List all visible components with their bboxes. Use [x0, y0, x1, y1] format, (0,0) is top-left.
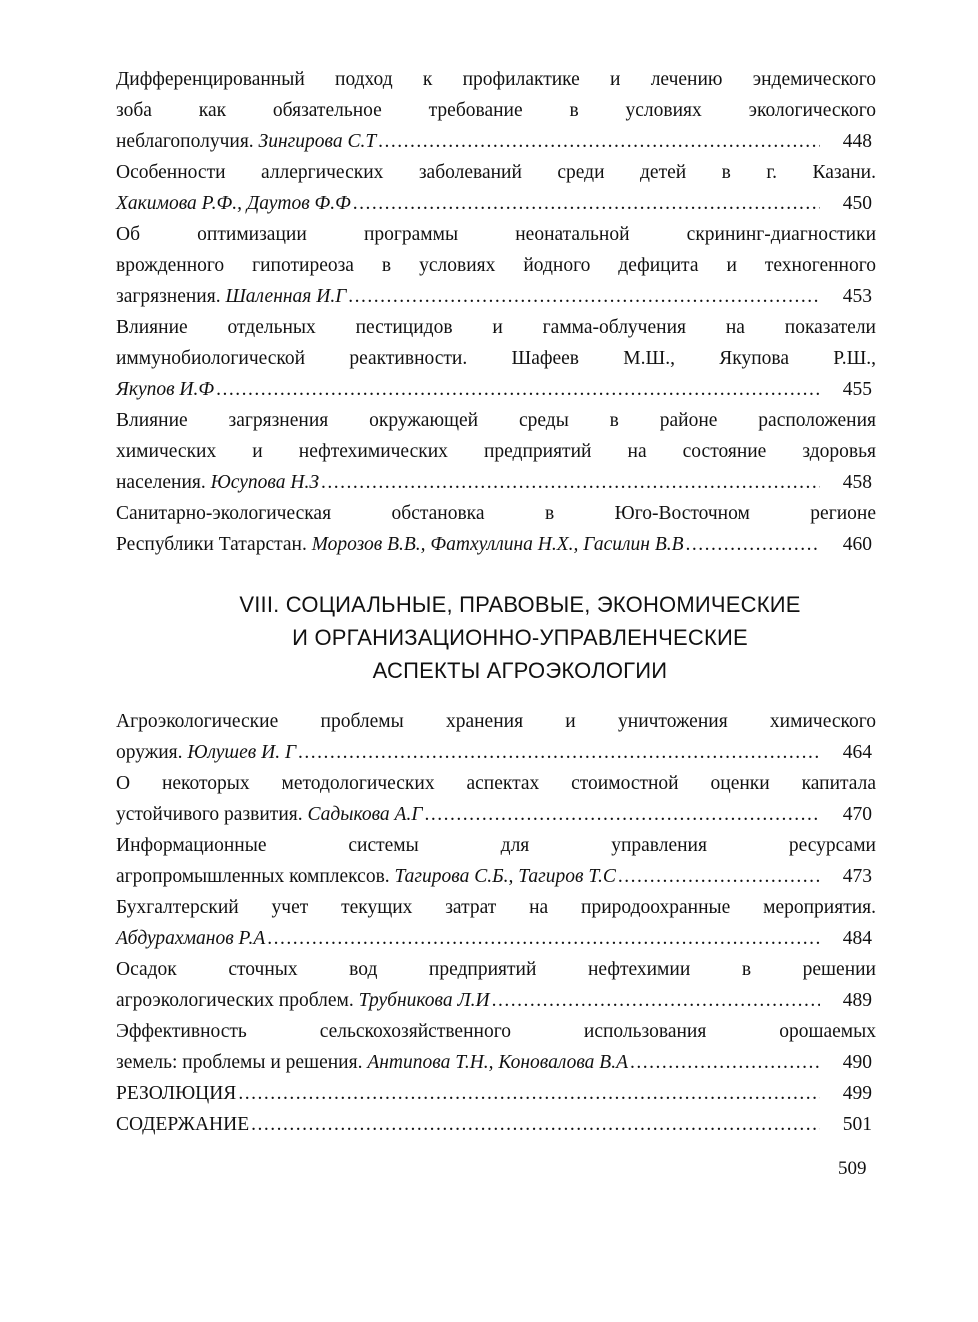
toc-entry-last-line	[116, 188, 876, 219]
section-heading-line-1: VIII. СОЦИАЛЬНЫЕ, ПРАВОВЫЕ, ЭКОНОМИЧЕСКИЕ	[239, 592, 801, 617]
toc-dot-leader	[251, 1109, 820, 1140]
toc-entry	[116, 706, 876, 768]
toc-entry-author: Садыкова А.Г	[307, 804, 423, 825]
toc-entry-last-line	[116, 1078, 876, 1109]
toc-entry	[116, 405, 876, 498]
toc-entry-title-line: Бухгалтерский учет текущих затрат на природоохранные мероприятия.	[116, 897, 876, 918]
toc-entry-last-line	[116, 737, 876, 768]
toc-entry-title-line: Информационные системы для управления ресурсами	[116, 835, 876, 856]
toc-entry-page: 455	[842, 379, 872, 400]
toc-entry-title-line: химических и нефтехимических предприятий на состояние здоровья	[116, 441, 876, 462]
toc-entry	[116, 830, 876, 892]
toc-entry	[116, 64, 876, 157]
toc-entry-page: 499	[842, 1083, 872, 1104]
toc-entry-last-line	[116, 1109, 876, 1140]
toc-entry-title-tail: земель: проблемы и решения.	[116, 1052, 368, 1073]
toc-entry-author: Юсупова Н.З	[210, 472, 319, 493]
toc-dot-leader	[378, 126, 820, 157]
toc-entry-page: 450	[842, 193, 872, 214]
toc-entry-title-line: Осадок сточных вод предприятий нефтехимии в решении	[116, 959, 876, 980]
section-heading	[150, 588, 890, 687]
toc-entry-title-tail: РЕЗОЛЮЦИЯ	[116, 1083, 237, 1104]
toc-entry-last-line	[116, 529, 876, 560]
toc-dot-leader	[238, 1078, 820, 1109]
toc-entry-author: Зингирова С.Т	[258, 131, 377, 152]
toc-entry-author: Хакимова Р.Ф., Даутов Ф.Ф	[116, 193, 351, 214]
toc-entry-page: 473	[842, 866, 872, 887]
toc-entry-last-line	[116, 799, 876, 830]
toc-entry-title-line: Особенности аллергических заболеваний среди детей в г. Казани.	[116, 162, 876, 183]
toc-dot-leader	[686, 529, 820, 560]
toc-entry-title-line: Влияние загрязнения окружающей среды в районе расположения	[116, 410, 876, 431]
toc-entry-title-line: Агроэкологические проблемы хранения и уничтожения химического	[116, 711, 876, 732]
toc-entry	[116, 157, 876, 219]
toc-entry-title-line: Эффективность сельскохозяйственного использования орошаемых	[116, 1021, 876, 1042]
toc-entry-last-line	[116, 281, 876, 312]
toc-entry-page: 470	[842, 804, 872, 825]
toc-entry-text	[116, 1109, 249, 1140]
toc-entry-page: 501	[842, 1114, 872, 1135]
toc-entry-author: Юлушев И. Г	[187, 742, 297, 763]
toc-entry-author: Морозов В.В., Фатхуллина Н.Х., Гасилин В.В	[311, 534, 684, 555]
toc-entry-last-line	[116, 923, 876, 954]
toc-entry-author: Якупов И.Ф	[116, 379, 215, 400]
section-heading-line-2: И ОРГАНИЗАЦИОННО-УПРАВЛЕНЧЕСКИЕ	[292, 625, 748, 650]
toc-entry-title-line: зоба как обязательное требование в условиях экологического	[116, 100, 876, 121]
toc-entry	[116, 1078, 876, 1109]
toc-entry-title-tail: населения.	[116, 472, 211, 493]
toc-entry-last-line	[116, 985, 876, 1016]
toc-entry-text	[116, 374, 214, 405]
toc-entry-page: 453	[842, 286, 872, 307]
toc-dot-leader	[618, 861, 820, 892]
toc-entry-title-line: О некоторых методологических аспектах стоимостной оценки капитала	[116, 773, 876, 794]
toc-entry	[116, 219, 876, 312]
toc-dot-leader	[630, 1047, 820, 1078]
toc-entry-page: 490	[842, 1052, 872, 1073]
toc-entry-last-line	[116, 1047, 876, 1078]
toc-entry-title-line: Влияние отдельных пестицидов и гамма-облучения на показатели	[116, 317, 876, 338]
toc-entry-title-line: Дифференцированный подход к профилактике и лечению эндемического	[116, 69, 876, 90]
toc-entry-title-tail: загрязнения.	[116, 286, 226, 307]
toc-entry-title-line: иммунобиологической реактивности. Шафеев М.Ш., Якупова Р.Ш.,	[116, 348, 876, 369]
toc-entry-title-tail: агропромышленных комплексов.	[116, 866, 395, 887]
toc-entry-title-line: Санитарно-экологическая обстановка в Юго-Восточном регионе	[116, 503, 876, 524]
toc-entry-last-line	[116, 467, 876, 498]
toc-list-bottom	[116, 706, 876, 1140]
toc-entry-page: 484	[842, 928, 872, 949]
toc-entry-text	[116, 188, 351, 219]
toc-list-top	[116, 64, 876, 560]
toc-entry-page: 460	[842, 534, 872, 555]
page-number: 509	[838, 1158, 867, 1179]
toc-dot-leader	[353, 188, 820, 219]
toc-entry-author: Тагирова С.Б., Тагиров Т.С	[394, 866, 616, 887]
toc-dot-leader	[267, 923, 820, 954]
toc-entry-title-tail: агроэкологических проблем.	[116, 990, 359, 1011]
toc-entry-author: Трубникова Л.И	[358, 990, 490, 1011]
toc-entry-text	[116, 529, 684, 560]
toc-entry-text	[116, 985, 490, 1016]
toc-dot-leader	[492, 985, 820, 1016]
toc-entry-page: 458	[842, 472, 872, 493]
toc-entry-author: Абдурахманов Р.А	[116, 928, 266, 949]
toc-entry-text	[116, 799, 422, 830]
toc-entry-title-tail: оружия.	[116, 742, 188, 763]
toc-entry-text	[116, 126, 376, 157]
toc-dot-leader	[298, 737, 820, 768]
toc-entry	[116, 1109, 876, 1140]
toc-entry-text	[116, 1047, 628, 1078]
toc-entry-title-line: врожденного гипотиреоза в условиях йодного дефицита и техногенного	[116, 255, 876, 276]
toc-entry-title-tail: устойчивого развития.	[116, 804, 308, 825]
toc-entry	[116, 498, 876, 560]
toc-entry-last-line	[116, 126, 876, 157]
toc-entry-text	[116, 737, 296, 768]
toc-entry-title-line: Об оптимизации программы неонатальной скрининг-диагностики	[116, 224, 876, 245]
section-heading-line-3: АСПЕКТЫ АГРОЭКОЛОГИИ	[372, 658, 668, 683]
toc-entry-page: 448	[842, 131, 872, 152]
toc-entry-author: Антипова Т.Н., Коновалова В.А	[367, 1052, 629, 1073]
toc-entry	[116, 892, 876, 954]
toc-entry-title-tail: Республики Татарстан.	[116, 534, 312, 555]
toc-entry-author: Шаленная И.Г	[225, 286, 347, 307]
toc-entry	[116, 954, 876, 1016]
toc-entry-text	[116, 1078, 236, 1109]
toc-dot-leader	[321, 467, 820, 498]
toc-entry-page: 489	[842, 990, 872, 1011]
toc-entry-title-tail: неблагополучия.	[116, 131, 259, 152]
toc-dot-leader	[424, 799, 820, 830]
toc-entry-text	[116, 467, 319, 498]
toc-entry-text	[116, 281, 346, 312]
toc-entry	[116, 312, 876, 405]
toc-entry	[116, 768, 876, 830]
toc-entry-title-tail: СОДЕРЖАНИЕ	[116, 1114, 250, 1135]
toc-entry-last-line	[116, 374, 876, 405]
toc-entry-text	[116, 861, 616, 892]
toc-entry-text	[116, 923, 265, 954]
toc-dot-leader	[216, 374, 820, 405]
toc-entry-last-line	[116, 861, 876, 892]
toc-entry-page: 464	[842, 742, 872, 763]
toc-entry	[116, 1016, 876, 1078]
toc-dot-leader	[348, 281, 820, 312]
